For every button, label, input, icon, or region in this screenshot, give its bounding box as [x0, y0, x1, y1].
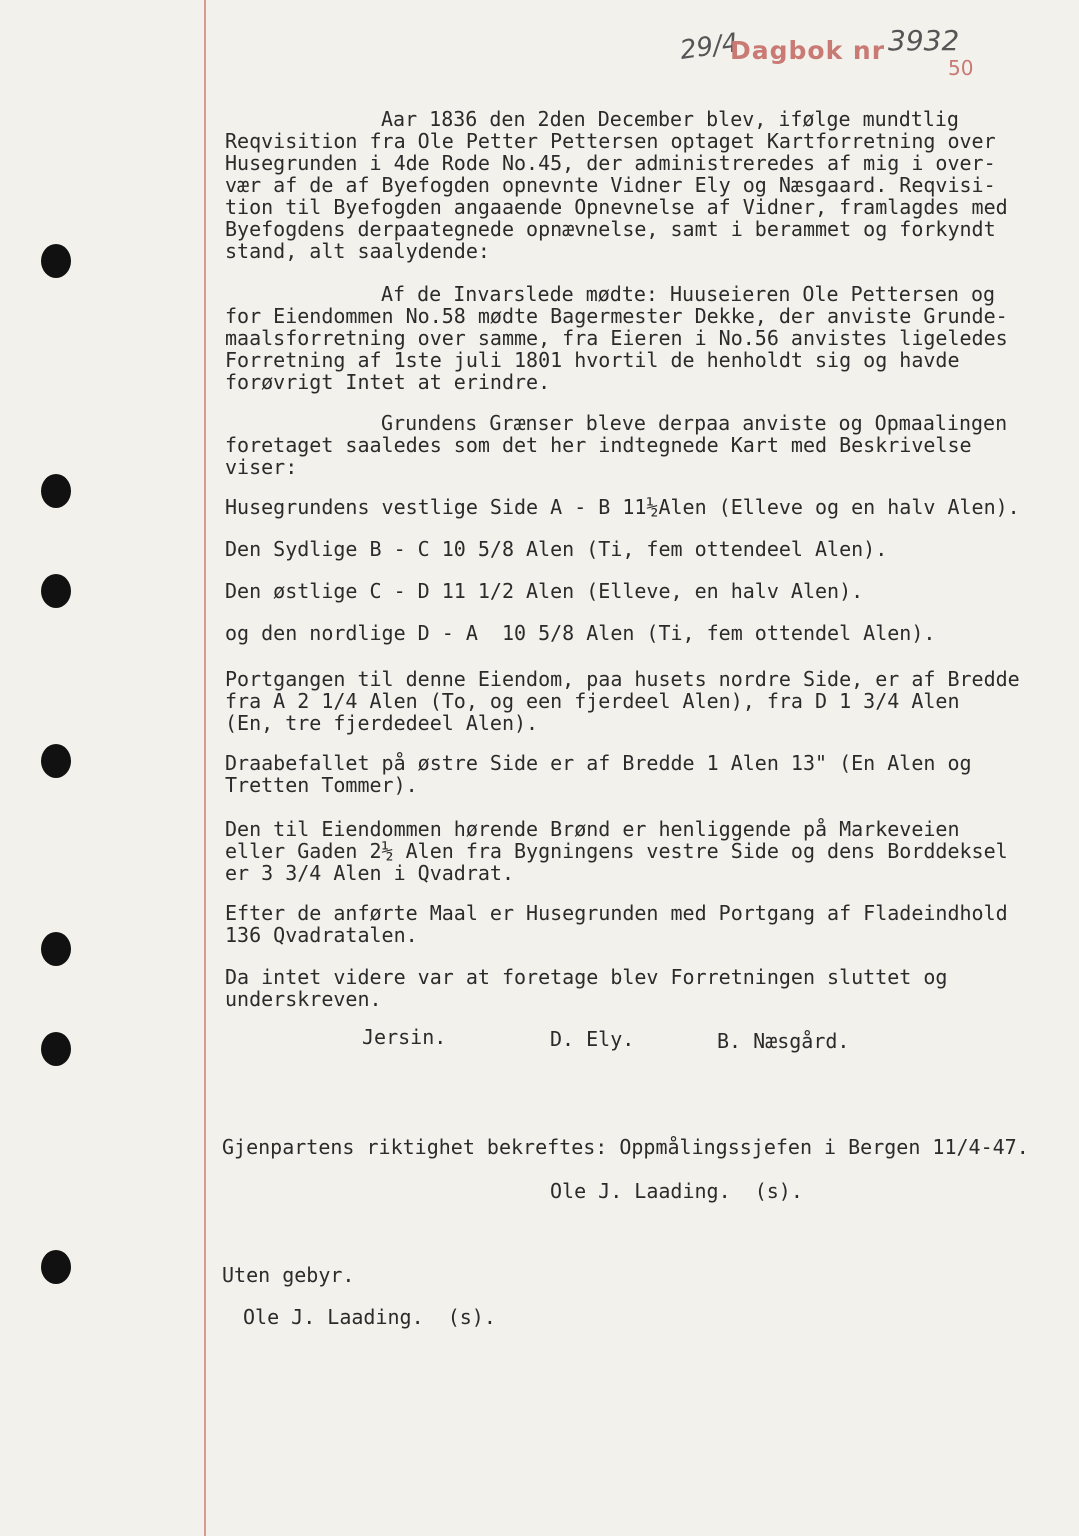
text-line: Byefogdens derpaategnede opnævnelse, samt i berammet og forkyndt — [225, 217, 996, 241]
fee-signature: Ole J. Laading. (s). — [243, 1305, 496, 1329]
text-line: Aar 1836 den 2den December blev, ifølge mundtlig — [381, 107, 959, 131]
stamp-year: 50 — [948, 56, 974, 80]
text-line: viser: — [225, 455, 298, 479]
text-line: 136 Qvadratalen. — [225, 923, 418, 947]
certification-signature: Ole J. Laading. (s). — [550, 1179, 803, 1203]
text-line: foretaget saaledes som det her indtegnede Kart med Beskrivelse — [225, 433, 972, 457]
text-line: Husegrunden i 4de Rode No.45, der administreredes af mig i over- — [225, 151, 996, 175]
signature: Jersin. — [362, 1025, 447, 1049]
text-line: Portgangen til denne Eiendom, paa husets nordre Side, er af Bredde — [225, 667, 1020, 691]
binder-hole — [41, 1032, 71, 1066]
text-line: Grundens Grænser bleve derpaa anviste og Opmaalingen — [381, 411, 1008, 435]
journal-stamp — [680, 22, 1020, 82]
binder-hole — [41, 744, 71, 778]
measurement-line: og den nordlige D - A 10 5/8 Alen (Ti, fem ottendel Alen). — [225, 621, 936, 645]
signature: D. Ely. — [550, 1027, 635, 1051]
margin-line — [204, 0, 206, 1536]
binder-hole — [41, 1250, 71, 1284]
text-line: tion til Byefogden angaaende Opnevnelse af Vidner, framlagdes med — [225, 195, 1008, 219]
text-line: Draabefallet på østre Side er af Bredde 1 Alen 13" (En Alen og — [225, 751, 972, 775]
signature: B. Næsgård. — [717, 1029, 850, 1053]
text-line: for Eiendommen No.58 mødte Bagermester Dekke, der anviste Grunde- — [225, 304, 1008, 328]
text-line: Den til Eiendommen hørende Brønd er henliggende på Markeveien — [225, 817, 960, 841]
text-line: vær af de af Byefogden opnevnte Vidner Ely og Næsgaard. Reqvisi- — [225, 173, 996, 197]
measurement-line: Den Sydlige B - C 10 5/8 Alen (Ti, fem ottendeel Alen). — [225, 537, 888, 561]
text-line: eller Gaden 2½ Alen fra Bygningens vestre Side og dens Borddeksel — [225, 839, 1008, 863]
text-line: Reqvisition fra Ole Petter Pettersen optaget Kartforretning over — [225, 129, 996, 153]
text-line: Forretning af 1ste juli 1801 hvortil de henholdt sig og havde — [225, 348, 960, 372]
text-line: Da intet videre var at foretage blev Forretningen sluttet og — [225, 965, 948, 989]
text-line: fra A 2 1/4 Alen (To, og een fjerdeel Alen), fra D 1 3/4 Alen — [225, 689, 960, 713]
text-line: stand, alt saalydende: — [225, 239, 490, 263]
measurement-line: Den østlige C - D 11 1/2 Alen (Elleve, en halv Alen). — [225, 579, 864, 603]
text-line: forøvrigt Intet at erindre. — [225, 370, 551, 394]
binder-hole — [41, 932, 71, 966]
text-line: Af de Invarslede mødte: Huuseieren Ole Pettersen og — [381, 282, 996, 306]
stamp-label: Dagbok nr — [730, 36, 886, 65]
text-line: er 3 3/4 Alen i Qvadrat. — [225, 861, 514, 885]
binder-hole — [41, 244, 71, 278]
text-line: (En, tre fjerdedeel Alen). — [225, 711, 539, 735]
measurement-line: Husegrundens vestlige Side A - B 11½Alen (Elleve og en halv Alen). — [225, 495, 1020, 519]
stamp-date: 29/4 — [678, 28, 741, 66]
stamp-number: 3932 — [888, 24, 960, 57]
certification-line: Gjenpartens riktighet bekreftes: Oppmålingssjefen i Bergen 11/4-47. — [222, 1135, 1029, 1159]
binder-hole — [41, 574, 71, 608]
text-line: Efter de anførte Maal er Husegrunden med Portgang af Fladeindhold — [225, 901, 1008, 925]
text-line: Tretten Tommer). — [225, 773, 418, 797]
fee-note: Uten gebyr. — [222, 1263, 355, 1287]
binder-hole — [41, 474, 71, 508]
text-line: underskreven. — [225, 987, 382, 1011]
text-line: maalsforretning over samme, fra Eieren i No.56 anvistes ligeledes — [225, 326, 1008, 350]
